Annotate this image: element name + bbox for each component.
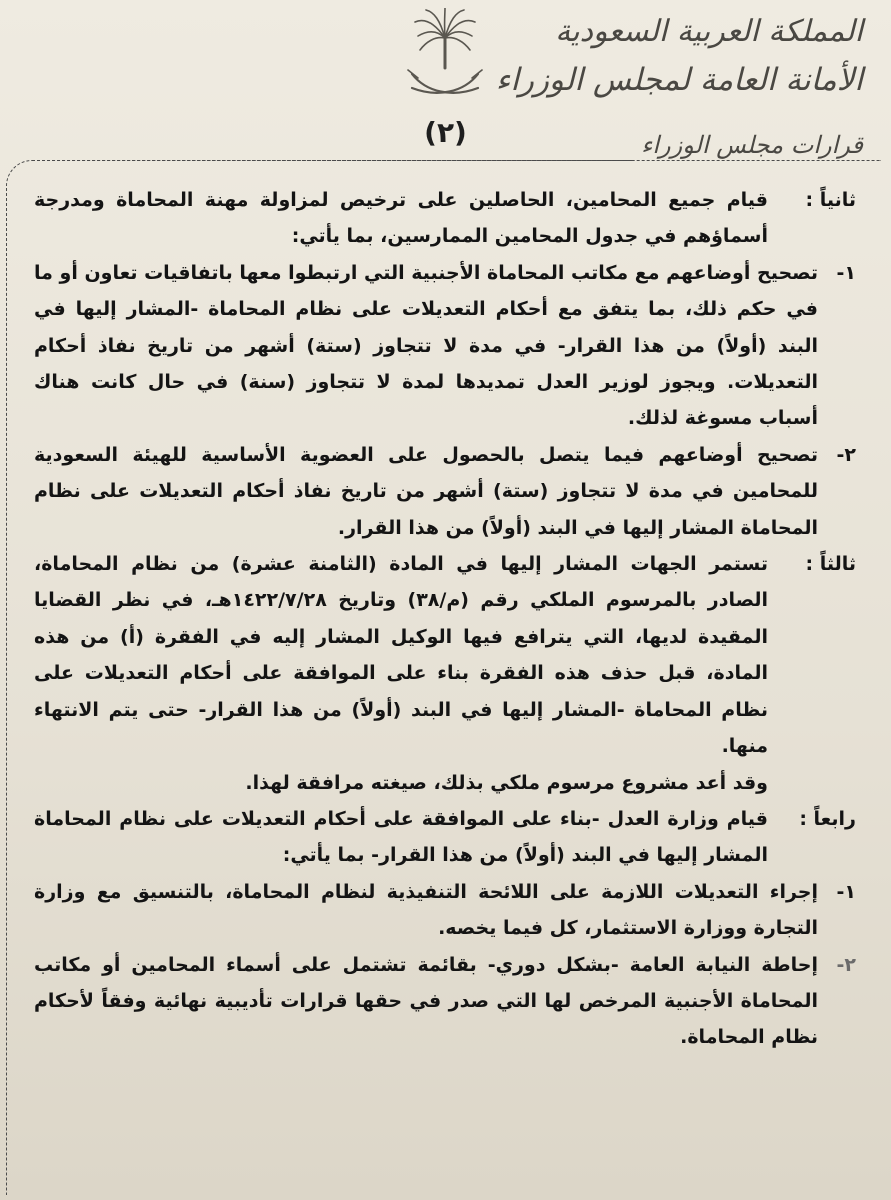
clause-third — [34, 546, 856, 764]
item-number: ٢- — [836, 443, 856, 466]
document-body — [34, 182, 856, 1192]
clause-fourth-text: قيام وزارة العدل -بناء على الموافقة على أحكام التعديلات على نظام المحاماة المشار إليها في البند (أولاً) من هذا القرار- بما يأتي: — [34, 807, 768, 867]
header-secretariat-name: الأمانة العامة لمجلس الوزراء — [495, 62, 863, 98]
item-text: إجراء التعديلات اللازمة على اللائحة التنفيذية لنظام المحاماة، بالتنسيق مع وزارة التجارة ووزارة الاستثمار، كل فيما يخصه. — [34, 880, 818, 940]
page-number: (٢) — [424, 116, 467, 149]
clause-third-label: ثالثاً : — [805, 553, 856, 576]
header-decisions-title: قرارات مجلس الوزراء — [641, 131, 863, 159]
clause-second — [34, 182, 856, 255]
clause-second-item-2 — [34, 437, 856, 546]
item-number: ١- — [836, 880, 856, 903]
item-number: ١- — [836, 261, 856, 284]
header-kingdom-name: المملكة العربية السعودية — [555, 14, 863, 49]
clause-fourth-label: رابعاً : — [799, 807, 856, 830]
royal-decree-note: وقد أعد مشروع مرسوم ملكي بذلك، صيغته مرافقة لهذا. — [245, 771, 768, 794]
item-text: تصحيح أوضاعهم فيما يتصل بالحصول على العضوية الأساسية للهيئة السعودية للمحامين في مدة لا تتجاوز (ستة) أشهر من تاريخ نفاذ أحكام التعديلات على نظام المحاماة المشار إليها في البند (أولاً) من هذا القرار. — [34, 443, 818, 539]
clause-second-text: قيام جميع المحامين، الحاصلين على ترخيص لمزاولة مهنة المحاماة ومدرجة أسماؤهم في جدول المحامين الممارسين، بما يأتي: — [34, 189, 768, 248]
item-text: إحاطة النيابة العامة -بشكل دوري- بقائمة تشتمل على أسماء المحامين أو مكاتب المحاماة الأجنبية المرخص لها التي صدر في حقها قرارات تأديبية نهائية وفقاً لأحكام نظام المحاماة. — [34, 953, 818, 1049]
saudi-emblem-icon — [404, 8, 486, 108]
clause-second-label: ثانياً : — [805, 189, 856, 211]
clause-third-note — [34, 765, 856, 801]
item-text: تصحيح أوضاعهم مع مكاتب المحاماة الأجنبية التي ارتبطوا معها باتفاقيات تعاون أو ما في حكم ذلك، بما يتفق مع أحكام التعديلات على نظام المحاماة -المشار إليها في البند (أولاً) من هذا القرار- في مدة لا تتجاوز (ستة) أشهر من تاريخ نفاذ أحكام التعديلات. ويجوز لوزير العدل تمديدها لمدة لا تتجاوز (سنة) في حال كانت هناك أسباب مسوغة لذلك. — [34, 261, 818, 430]
header-divider — [32, 160, 632, 161]
clause-third-text: تستمر الجهات المشار إليها في المادة (الثامنة عشرة) من نظام المحاماة، الصادر بالمرسوم الملكي رقم (م/٣٨) وتاريخ ١٤٢٢/٧/٢٨هـ، في نظر القضايا المقيدة لديها، التي يترافع فيها الوكيل المشار إليه في الفقرة (أ) من هذه المادة، قبل حذف هذه الفقرة بناء على الموافقة على أحكام التعديلات على نظام المحاماة -المشار إليها في البند (أولاً) من هذا القرار- حتى يتم الانتهاء منها. — [34, 553, 768, 758]
item-number: ٢- — [836, 953, 856, 976]
clause-fourth-item-2 — [34, 947, 856, 1056]
clause-fourth-item-1 — [34, 874, 856, 947]
clause-second-item-1 — [34, 255, 856, 437]
clause-fourth — [34, 801, 856, 874]
